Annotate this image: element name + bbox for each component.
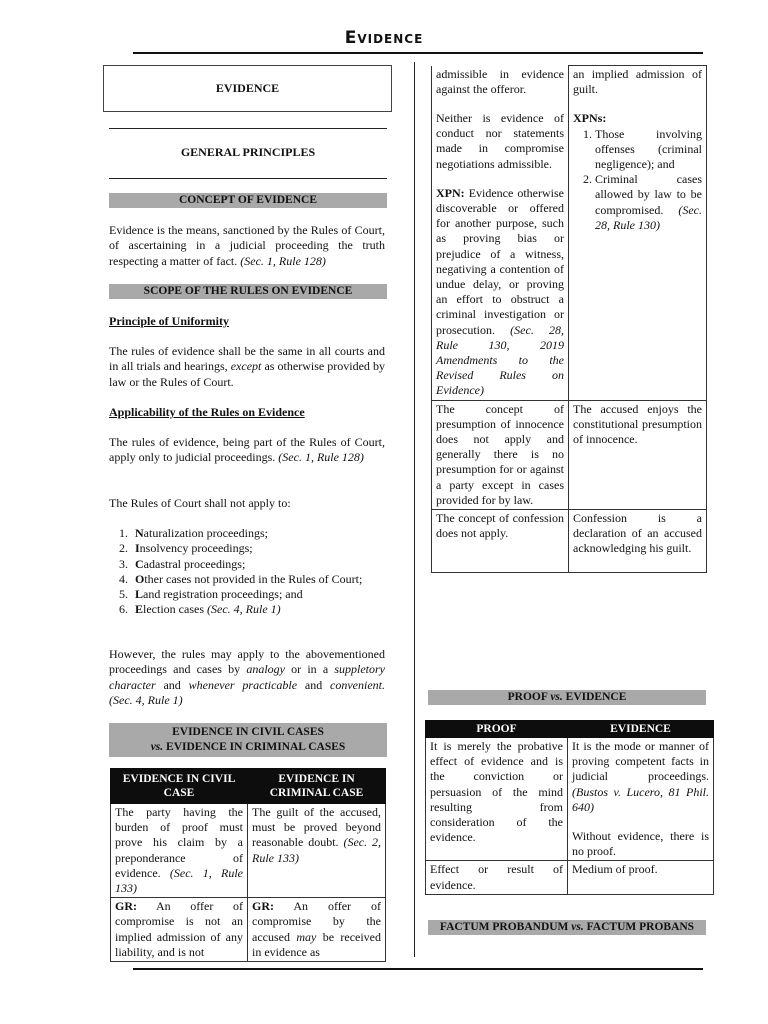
uniformity-text-a: The rules of evidence shall be the same in all courts and in all trials and hearings, (109, 344, 385, 374)
proof-vs-evidence-bar: PROOF vs. EVIDENCE (428, 690, 706, 705)
list-item: 5. Land registration proceedings; and (131, 587, 385, 602)
list-item: 2. Criminal cases allowed by law to be compromised. (Sec. 28, Rule 130) (595, 172, 702, 233)
section-rule-bottom (109, 178, 387, 179)
civil-criminal-table-continued (431, 65, 707, 573)
concept-of-evidence-bar: CONCEPT OF EVIDENCE (109, 193, 387, 208)
concept-text: Evidence is the means, sanctioned by the Rules of Court, of ascertaining in a judicial proceeding the truth respecting a matter of fact. (109, 223, 385, 268)
applicability-paragraph (109, 435, 385, 466)
however-paragraph: However, the rules may apply to the abovementioned proceedings and cases by analogy or in a suppletory character and whenever practicable and convenient. (Sec. 4, Rule 1) (109, 647, 385, 707)
list-item: 1. Those involving offenses (criminal negligence); and (595, 127, 702, 173)
column-divider (414, 62, 415, 957)
table-row: The concept of presumption of innocence does not apply and generally there is no presumption for or against a party except in cases provided for by law. The accused enjoys the constitutional presumption of innocence. (432, 400, 707, 509)
uniformity-except: except (230, 359, 262, 374)
uniformity-paragraph (109, 344, 385, 390)
applicability-citation: (Sec. 1, Rule 128) (278, 450, 364, 465)
list-item: 1. Naturalization proceedings; (131, 526, 385, 541)
section-rule-top (109, 128, 387, 129)
table-header-civil: EVIDENCE IN CIVIL CASE (111, 769, 248, 804)
list-item: 3. Cadastral proceedings; (131, 557, 385, 572)
list-item: 6. Election cases (Sec. 4, Rule 1) (131, 602, 385, 617)
civil-criminal-table (110, 768, 386, 962)
uniformity-text-b: as otherwise provided by law or the Rules of Court. (109, 359, 386, 389)
table-header-criminal: EVIDENCE IN CRIMINAL CASE (248, 769, 386, 804)
factum-bar: FACTUM PROBANDUM vs. FACTUM PROBANS (428, 920, 706, 935)
table-row: GR: An offer of compromise is not an implied admission of any liability, and is not GR: An offer of compromise by the accused may be received in evidence as (111, 898, 386, 962)
general-principles-heading: GENERAL PRINCIPLES (180, 145, 316, 159)
not-apply-intro: The Rules of Court shall not apply to: (109, 496, 291, 510)
table-row: The party having the burden of proof must prove his claim by a preponderance of evidence. (Sec. 1, Rule 133) The guilt of the accused, must be proved beyond reasonable doubt. (Sec. 2, Rule 133) (111, 804, 386, 898)
list-item: 4. Other cases not provided in the Rules of Court; (131, 572, 385, 587)
concept-citation: (Sec. 1, Rule 128) (240, 253, 326, 268)
concept-paragraph (109, 223, 385, 269)
not-apply-list (109, 526, 385, 618)
applicability-text: The rules of evidence, being part of the Rules of Court, apply only to judicial proceedings. (109, 435, 385, 465)
table-header-proof: PROOF (426, 721, 568, 738)
scope-bar: SCOPE OF THE RULES ON EVIDENCE (109, 284, 387, 299)
civil-vs-criminal-bar: EVIDENCE IN CIVIL CASES vs. EVIDENCE IN CRIMINAL CASES (109, 723, 387, 757)
uniformity-heading: Principle of Uniformity (109, 314, 229, 328)
applicability-heading: Applicability of the Rules on Evidence (109, 405, 305, 419)
table-row: The concept of confession does not apply. Confession is a declaration of an accused acknowledging his guilt. (432, 509, 707, 572)
running-header-title: Evidence (344, 28, 424, 48)
header-rule (133, 52, 703, 54)
proof-evidence-table (425, 720, 714, 895)
list-item: 2. Insolvency proceedings; (131, 541, 385, 556)
footer-rule (133, 968, 703, 970)
table-header-evidence: EVIDENCE (568, 721, 714, 738)
table-row: Effect or result of evidence. Medium of proof. (426, 861, 714, 894)
table-row: It is merely the probative effect of evidence and is the conviction or persuasion of the mind resulting from consideration of the evidence. It is the mode or manner of proving competent facts in judicial proceedings. (Bustos v. Lucero, 81 Phil. 640) Without evidence, there is no proof. (426, 738, 714, 861)
chapter-title-box: EVIDENCE (103, 65, 392, 112)
table-row: admissible in evidence against the offeror. Neither is evidence of conduct nor statements made in compromise negotiations admissible. XPN: Evidence otherwise discoverable or offered for another purpose, such as proving bias or prejudice of a witness, negativing a contention of undue delay, or proving an effort to obstruct a criminal investigation or prosecution. (Sec. 28, Rule 130, 2019 Amendments to the Revised Rules on Evidence) an implied admission of guilt. XPNs: 1. Those involving offenses (criminal negligence); and 2. Criminal cases allowed by law to be compromised. (Sec. 28, Rule 130) (432, 66, 707, 401)
